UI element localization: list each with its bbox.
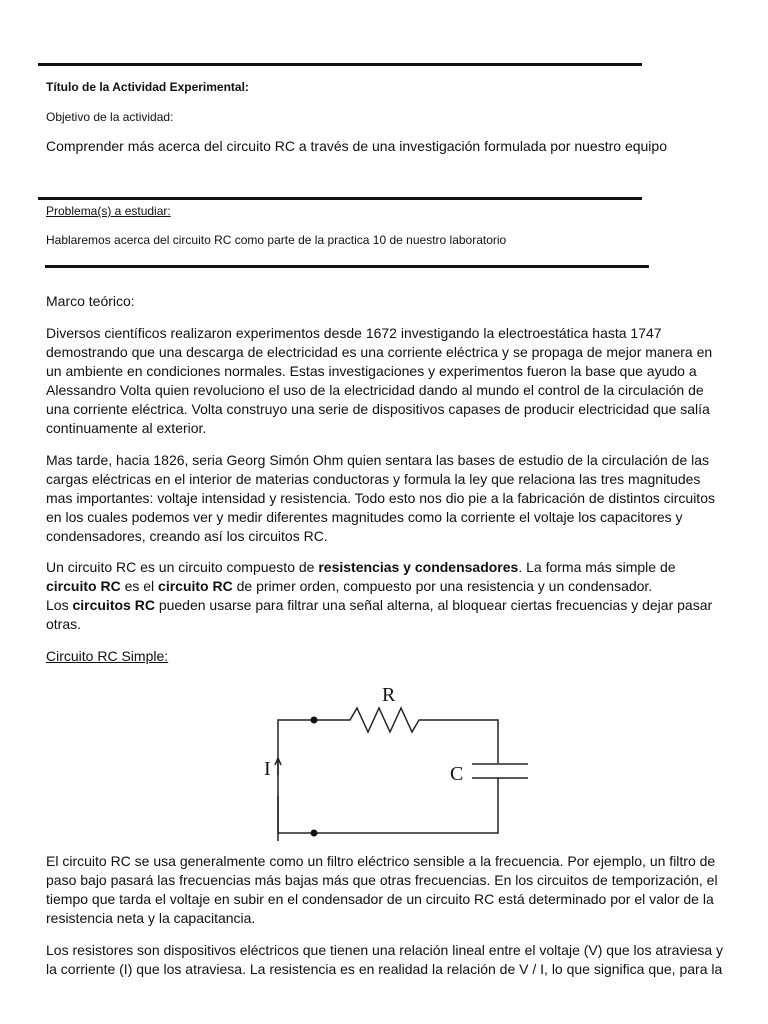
current-label: I: [264, 758, 271, 780]
resistor-label: R: [382, 684, 396, 706]
simple-circuit-heading: Circuito RC Simple:: [46, 648, 169, 664]
p3-bold-1: resistencias y condensadores: [318, 559, 519, 575]
objective-label: Objetivo de la actividad:: [46, 110, 174, 124]
p3-bold-2: circuito RC: [46, 578, 121, 594]
theory-paragraph-5: Los resistores son dispositivos eléctricos que tienen una relación lineal entre el voltaje (V) que los atraviesa y la corriente (I) que los atraviesa. La resistencia es en realidad la relación de V / I, lo que significa que, para la: [46, 942, 724, 977]
objective-text: Comprender más acerca del circuito RC a través de una investigación formulada por nuestro equipo: [46, 138, 667, 154]
activity-title: Título de la Actividad Experimental:: [46, 80, 249, 94]
capacitor-label: C: [450, 763, 464, 785]
bottom-node-dot: [311, 830, 318, 837]
p3-bold-3: circuito RC: [158, 578, 233, 594]
resistor-zigzag: [314, 708, 498, 763]
middle-divider: [38, 197, 642, 200]
p3-text-5: Los: [46, 597, 73, 613]
theory-heading: Marco teórico:: [46, 293, 135, 309]
top-divider: [38, 63, 642, 66]
theory-paragraph-3: [46, 558, 726, 634]
problem-label: Problema(s) a estudiar:: [46, 204, 171, 218]
top-node-dot: [311, 717, 318, 724]
bottom-divider: [45, 265, 649, 268]
p3-text-1: Un circuito RC es un circuito compuesto de: [46, 559, 319, 575]
left-wire: [278, 720, 350, 841]
p3-text-2: . La forma más simple de: [518, 559, 676, 575]
problem-text: Hablaremos acerca del circuito RC como parte de la practica 10 de nuestro laboratorio: [46, 233, 507, 247]
right-wire: [278, 778, 498, 833]
theory-paragraph-1: Diversos científicos realizaron experimentos desde 1672 investigando la electroestática hasta 1747 demostrando que una descarga de electricidad es una corriente eléctrica y se propaga de mejor manera en un ambiente en condiciones normales. Estas investigaciones y experimentos fueron la base que ayudo a Alessandro Volta quien revoluciono el uso de la electricidad dando al mundo el control de la circulación de una corriente eléctrica. Volta construyo una serie de dispositivos capases de producir electricidad que salía continuamente al exterior.: [46, 325, 713, 436]
p3-text-4: de primer orden, compuesto por una resistencia y un condensador.: [232, 578, 653, 594]
rc-circuit-diagram: [240, 676, 530, 841]
p3-bold-4: circuitos RC: [72, 597, 155, 613]
p3-text-3: es el: [120, 578, 159, 594]
theory-paragraph-2: Mas tarde, hacia 1826, seria Georg Simón Ohm quien sentara las bases de estudio de la circulación de las cargas eléctricas en el interior de materias conductoras y formula la ley que relaciona las tres magnitudes mas importantes: voltaje intensidad y resistencia. Todo esto nos dio pie a la fabricación de distintos circuitos en los cuales podemos ver y medir diferentes magnitudes como la corriente el voltaje los capacitores y condensadores, creando así los circuitos RC.: [46, 452, 715, 544]
p3-text-6: pueden usarse para filtrar una señal alterna, al bloquear ciertas frecuencias y dejar pasar otras.: [46, 597, 713, 632]
theory-paragraph-4: El circuito RC se usa generalmente como un filtro eléctrico sensible a la frecuencia. Por ejemplo, un filtro de paso bajo pasará las frecuencias más bajas más que otras frecuencias. En los circuitos de temporización, el tiempo que tarda el voltaje en subir en el condensador de un circuito RC está determinado por el valor de la resistencia neta y la capacitancia.: [46, 853, 718, 926]
